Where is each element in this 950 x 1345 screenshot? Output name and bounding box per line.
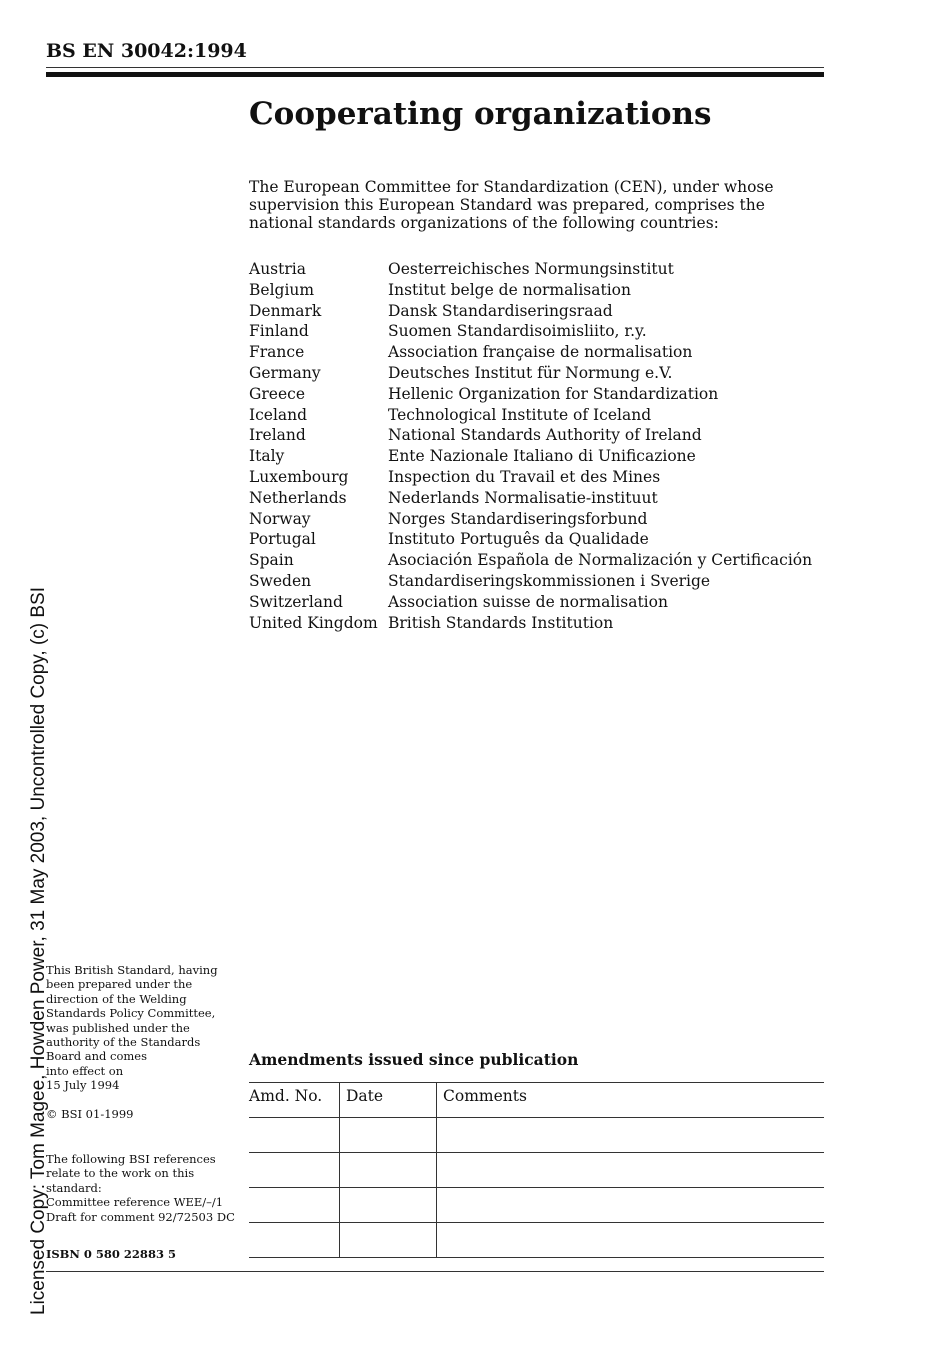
org-country: Portugal (249, 530, 316, 549)
table-row (249, 1223, 824, 1258)
table-cell (437, 1153, 825, 1188)
org-row (249, 613, 812, 634)
org-row (249, 550, 812, 571)
org-row (249, 259, 812, 280)
org-row (249, 384, 812, 405)
org-row (249, 425, 812, 446)
org-country: Finland (249, 322, 309, 341)
header-rule-thick (46, 72, 824, 77)
org-body: Inspection du Travail et des Mines (388, 467, 661, 486)
table-header-row (249, 1083, 824, 1118)
amendments-table (249, 1082, 824, 1258)
table-cell (340, 1188, 437, 1223)
org-country: Greece (249, 384, 305, 403)
org-country: Austria (249, 260, 306, 278)
org-row (249, 571, 812, 592)
table-cell (249, 1153, 340, 1188)
publication-line: been prepared under the (46, 977, 193, 992)
footer-rule (46, 1271, 824, 1272)
org-row (249, 342, 812, 363)
org-row (249, 488, 812, 509)
org-country: France (249, 343, 305, 362)
org-row (249, 321, 812, 342)
org-body: Deutsches Institut für Normung e.V. (388, 363, 673, 382)
org-body: National Standards Authority of Ireland (388, 426, 702, 445)
org-row (249, 405, 812, 426)
org-country: Sweden (249, 571, 312, 590)
org-body: British Standards Institution (388, 613, 614, 632)
table-cell (249, 1118, 340, 1153)
column-header-amd-no: Amd. No. (249, 1083, 340, 1118)
publication-line: authority of the Standards (46, 1035, 201, 1050)
org-country: Spain (249, 551, 294, 570)
org-body: Instituto Português da Qualidade (388, 530, 649, 549)
reference-line: Committee reference WEE/–/1 (46, 1195, 224, 1210)
reference-line: Draft for comment 92/72503 DC (46, 1209, 235, 1224)
org-row (249, 509, 812, 530)
column-header-date: Date (340, 1083, 437, 1118)
reference-line: standard: (46, 1180, 102, 1195)
table-row (249, 1118, 824, 1153)
table-cell (437, 1223, 825, 1258)
org-row (249, 467, 812, 488)
publication-line: Standards Policy Committee, (46, 1006, 216, 1021)
org-body: Oesterreichisches Normungsinstitut (388, 260, 674, 278)
table-cell (437, 1118, 825, 1153)
table-cell (340, 1118, 437, 1153)
org-body: Nederlands Normalisatie-instituut (388, 488, 658, 507)
org-row (249, 301, 812, 322)
publication-line: direction of the Welding (46, 991, 187, 1006)
org-country: Ireland (249, 426, 306, 445)
org-country: Norway (249, 509, 311, 528)
publication-line: into effect on (46, 1063, 124, 1078)
table-cell (340, 1153, 437, 1188)
org-country: Denmark (249, 301, 322, 320)
publication-line: 15 July 1994 (46, 1078, 120, 1093)
org-body: Institut belge de normalisation (388, 280, 631, 299)
org-country: Netherlands (249, 488, 347, 507)
organizations-list (249, 259, 812, 633)
org-country: Iceland (249, 405, 308, 424)
table-cell (249, 1223, 340, 1258)
org-country: Belgium (249, 280, 315, 299)
table-row (249, 1188, 824, 1223)
publication-line: This British Standard, having (46, 963, 218, 977)
publication-line: was published under the (46, 1020, 190, 1035)
org-country: Italy (249, 447, 285, 466)
license-watermark: Licensed Copy: Tom Magee, Howden Power, 31 May 2003, Uncontrolled Copy, (c) BSI (28, 586, 49, 1315)
publication-line: Board and comes (46, 1049, 148, 1064)
org-row (249, 363, 812, 384)
org-country: Luxembourg (249, 467, 349, 486)
isbn: ISBN 0 580 22883 5 (46, 1247, 176, 1261)
copyright-notice: © BSI 01-1999 (46, 1107, 134, 1121)
org-body: Suomen Standardisoimisliito, r.y. (388, 322, 647, 341)
org-country: Germany (249, 363, 321, 382)
reference-line: relate to the work on this (46, 1166, 195, 1181)
org-row (249, 592, 812, 613)
org-row (249, 446, 812, 467)
org-body: Norges Standardiseringsforbund (388, 509, 648, 528)
org-body: Technological Institute of Iceland (388, 405, 652, 424)
header-rule-thin (46, 67, 824, 68)
org-row (249, 280, 812, 301)
publication-note (46, 963, 236, 1093)
table-cell (340, 1223, 437, 1258)
org-body: Ente Nazionale Italiano di Unificazione (388, 447, 696, 466)
org-body: Asociación Española de Normalización y Certificación (388, 551, 813, 570)
intro-paragraph: The European Committee for Standardization (CEN), under whose supervision this European Standard was prepared, comprises the national standards organizations of the following countries: (249, 178, 774, 232)
bsi-references (46, 1152, 236, 1224)
org-body: Dansk Standardiseringsraad (388, 301, 613, 320)
table-cell (437, 1188, 825, 1223)
org-body: Standardiseringskommissionen i Sverige (388, 571, 711, 590)
table-row (249, 1153, 824, 1188)
org-body: Association française de normalisation (388, 343, 693, 362)
page-title: Cooperating organizations (249, 96, 712, 132)
amendments-title: Amendments issued since publication (249, 1050, 579, 1069)
reference-line: The following BSI references (46, 1152, 216, 1166)
table-cell (249, 1188, 340, 1223)
org-body: Hellenic Organization for Standardization (388, 384, 719, 403)
org-country: United Kingdom (249, 613, 378, 632)
org-body: Association suisse de normalisation (388, 592, 668, 611)
standard-code: BS EN 30042:1994 (46, 40, 247, 62)
org-row (249, 529, 812, 550)
column-header-comments: Comments (437, 1083, 825, 1118)
org-country: Switzerland (249, 592, 343, 611)
